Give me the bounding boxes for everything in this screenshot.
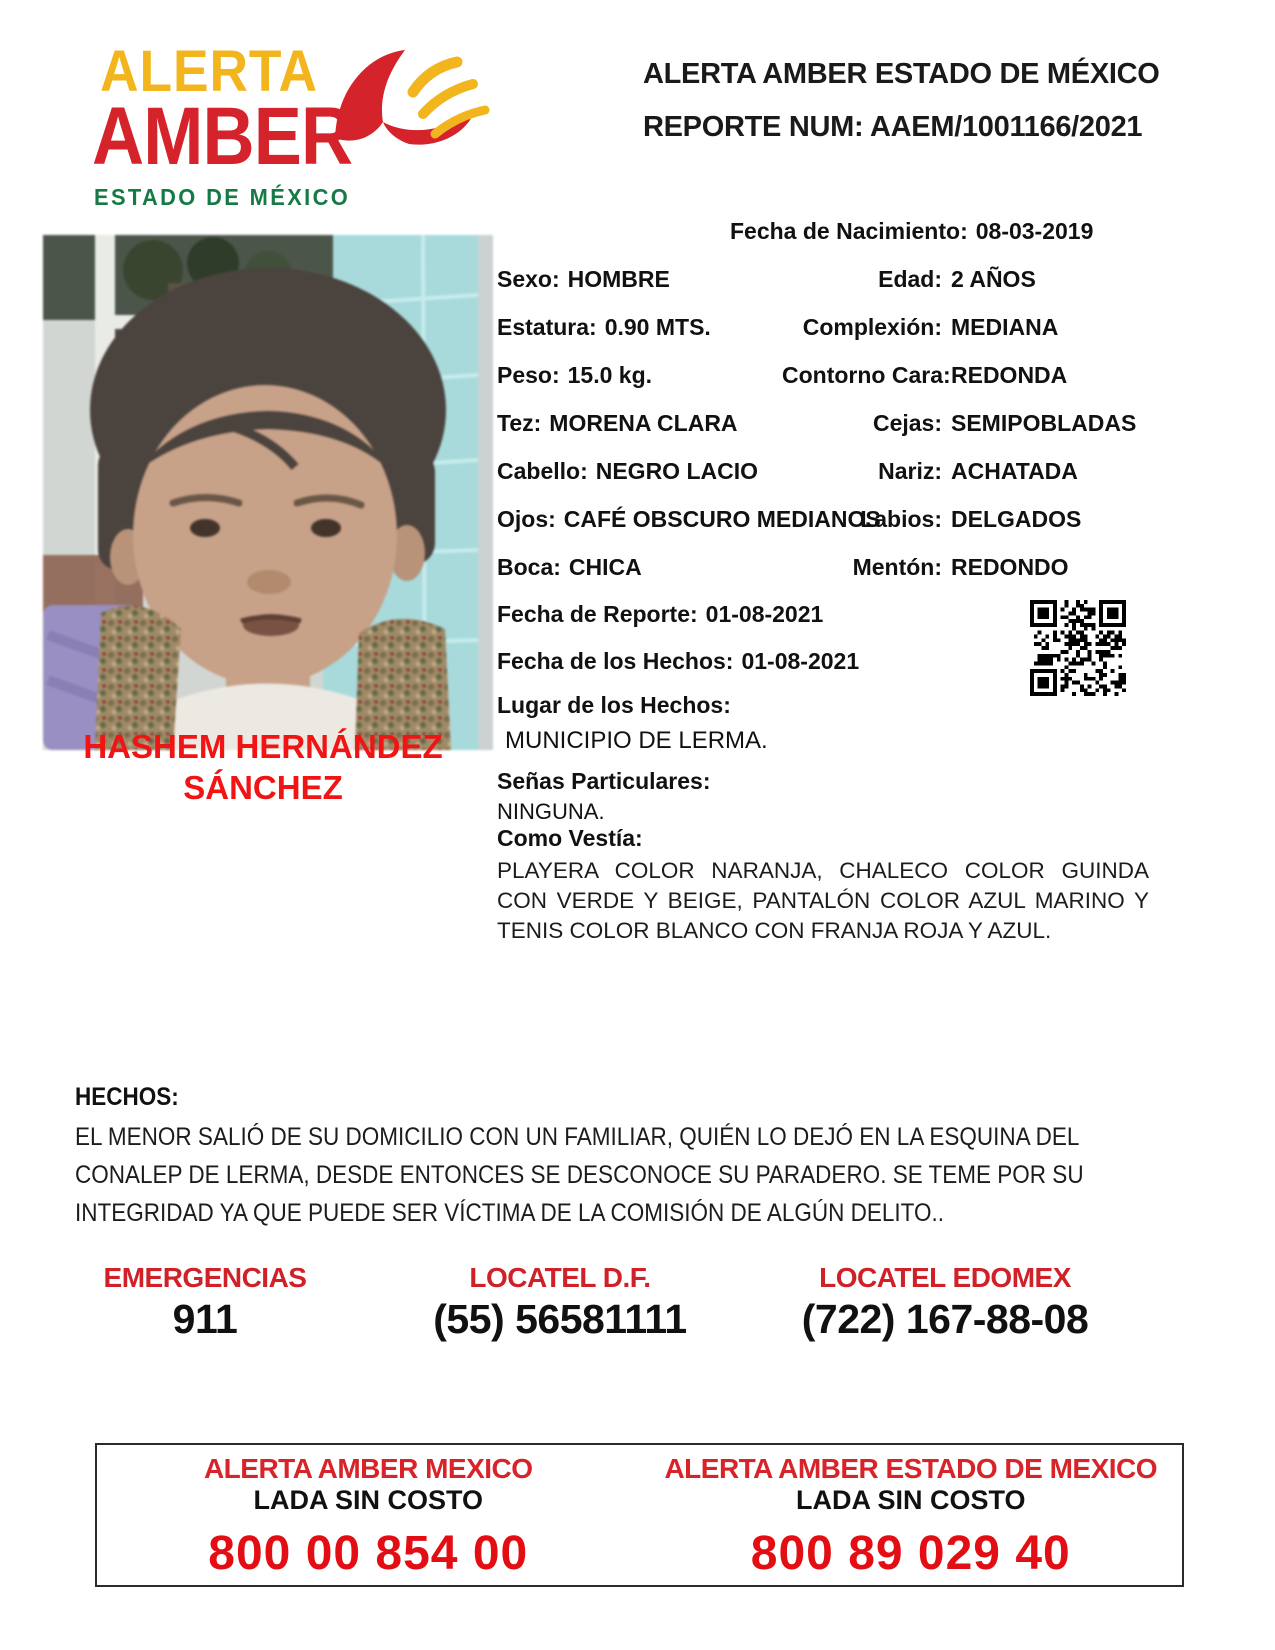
field-value: SEMIPOBLADAS <box>951 410 1137 436</box>
field-marks-value: NINGUNA. <box>497 799 605 824</box>
field-value: NEGRO LACIO <box>595 458 759 484</box>
alerta-amber-logo <box>92 38 422 218</box>
field-value: 01-08-2021 <box>741 648 860 674</box>
hotline-box <box>95 1443 1184 1587</box>
field-value: ACHATADA <box>951 458 1078 484</box>
field-marks-label <box>497 768 1157 795</box>
field-label: Como Vestía: <box>497 825 643 851</box>
field-value: DELGADOS <box>951 506 1082 532</box>
hotline-number: 800 00 854 00 <box>208 1527 529 1580</box>
field-row <box>497 266 1157 293</box>
field-row <box>497 458 1157 485</box>
contact-emergencias <box>70 1262 340 1343</box>
contact-number: 911 <box>172 1296 238 1342</box>
hotline-title: ALERTA AMBER MEXICO <box>203 1453 533 1484</box>
field-row <box>497 362 1157 389</box>
field-label: Tez: <box>497 410 542 436</box>
field-label: Edad: <box>878 266 942 292</box>
field-value: 2 AÑOS <box>951 266 1036 292</box>
child-name <box>43 726 483 808</box>
field-label: Lugar de los Hechos: <box>497 692 731 718</box>
field-label: Nariz: <box>878 458 942 484</box>
hotline-subtitle: LADA SIN COSTO <box>795 1485 1026 1515</box>
field-label: Señas Particulares: <box>497 768 711 794</box>
field-value: 0.90 MTS. <box>604 314 711 340</box>
contact-label: EMERGENCIAS <box>103 1262 307 1293</box>
contact-locatel-df <box>410 1262 710 1343</box>
logo-word-alerta: ALERTA <box>100 39 318 104</box>
field-label: Labios: <box>860 506 942 532</box>
child-name-line1: HASHEM HERNÁNDEZ <box>83 728 443 765</box>
header <box>643 58 1183 144</box>
field-clothing-value: PLAYERA COLOR NARANJA, CHALECO COLOR GUINDA CON VERDE Y BEIGE, PANTALÓN COLOR AZUL MARINO Y TENIS COLOR BLANCO CON FRANJA ROJA Y AZUL. <box>497 858 1149 943</box>
field-label: Estatura: <box>497 314 597 340</box>
field-value: 01-08-2021 <box>705 601 824 627</box>
contact-number: (55) 56581111 <box>433 1296 687 1342</box>
field-label: Contorno Cara: <box>782 362 951 388</box>
hotline-number: 800 89 029 40 <box>750 1527 1071 1580</box>
logo-word-amber: AMBER <box>92 91 353 182</box>
field-label: Ojos: <box>497 506 556 532</box>
field-clothing-label <box>497 825 1157 852</box>
hechos-label: HECHOS: <box>75 1083 179 1111</box>
field-row <box>497 506 1157 533</box>
field-value: MORENA CLARA <box>549 410 738 436</box>
hotline-subtitle: LADA SIN COSTO <box>253 1485 483 1515</box>
field-label: Peso: <box>497 362 560 388</box>
report-number: REPORTE NUM: AAEM/1001166/2021 <box>643 111 1143 143</box>
contact-locatel-edomex <box>780 1262 1110 1343</box>
field-label: Boca: <box>497 554 561 580</box>
field-label: Fecha de Reporte: <box>497 601 698 627</box>
field-row <box>497 410 1157 437</box>
field-value: REDONDA <box>951 362 1068 388</box>
field-value: CHICA <box>568 554 642 580</box>
field-value: 08-03-2019 <box>975 218 1094 244</box>
field-value: HOMBRE <box>567 266 670 292</box>
page-title: ALERTA AMBER ESTADO DE MÉXICO <box>643 58 1160 90</box>
field-label: Fecha de Nacimiento: <box>730 218 968 244</box>
field-label: Mentón: <box>852 554 942 580</box>
hechos-text: EL MENOR SALIÓ DE SU DOMICILIO CON UN FAMILIAR, QUIÉN LO DEJÓ EN LA ESQUINA DEL CONALEP DE LERMA, DESDE ENTONCES SE DESCONOCE SU PARADERO. SE TEME POR SU INTEGRIDAD YA QUE PUEDE SER VÍCTIMA DE LA COMISIÓN DE ALGÚN DELITO.. <box>75 1123 1084 1227</box>
hotline-title: ALERTA AMBER ESTADO DE MEXICO <box>664 1453 1158 1484</box>
contact-label: LOCATEL EDOMEX <box>819 1262 1071 1293</box>
field-value: MEDIANA <box>951 314 1059 340</box>
field-label: Complexión: <box>802 314 942 340</box>
field-value: 15.0 kg. <box>567 362 653 388</box>
field-row <box>497 554 1157 581</box>
child-name-line2: SÁNCHEZ <box>183 769 343 806</box>
contact-label: LOCATEL D.F. <box>469 1262 651 1293</box>
field-value: CAFÉ OBSCURO MEDIANOS <box>563 506 881 532</box>
emergency-contacts <box>0 1262 1275 1372</box>
hotline-amber-edomex <box>640 1445 1183 1585</box>
field-place-label <box>497 692 1157 719</box>
field-place-value: MUNICIPIO DE LERMA. <box>505 727 768 754</box>
qr-code-icon <box>1030 600 1126 696</box>
field-value: REDONDO <box>951 554 1069 580</box>
field-row <box>497 314 1157 341</box>
field-birth-date <box>497 218 1275 245</box>
missing-child-photo <box>43 235 493 750</box>
field-label: Sexo: <box>497 266 560 292</box>
field-label: Cejas: <box>872 410 942 436</box>
contact-number: (722) 167-88-08 <box>801 1296 1089 1342</box>
field-label: Fecha de los Hechos: <box>497 648 734 674</box>
field-label: Cabello: <box>497 458 588 484</box>
hotline-amber-mexico <box>97 1445 640 1585</box>
hechos-section <box>75 1083 1155 1232</box>
logo-estado-de-mexico: ESTADO DE MÉXICO <box>94 184 351 210</box>
